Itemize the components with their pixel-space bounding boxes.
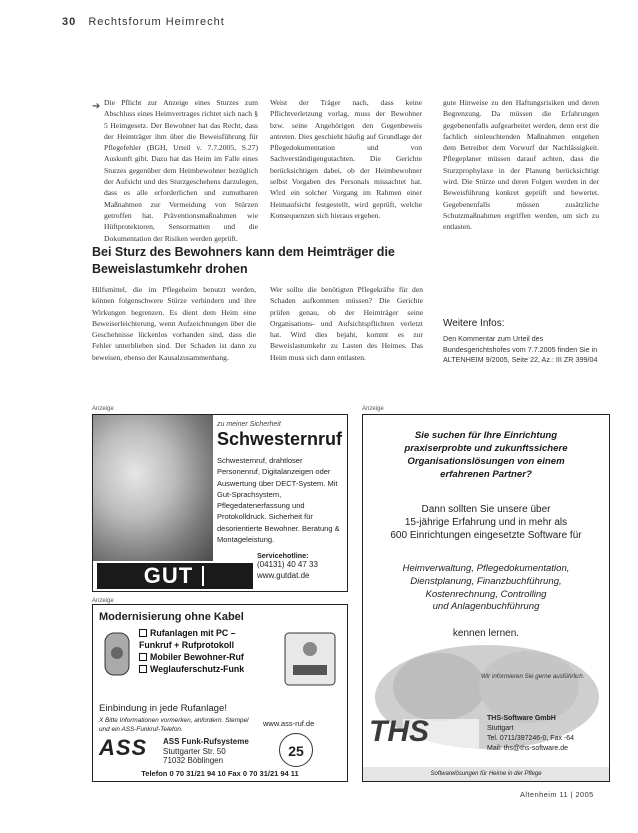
receiver-device-icon: [275, 627, 345, 693]
ad-ass-note: X Bitte Informationen vormerken, anfordern. Stempel und ein ASS-Funkruf-Telefon.: [99, 717, 249, 733]
ad-ths-mail[interactable]: Mail: ths@ths-software.de: [487, 745, 569, 752]
ad-web[interactable]: www.gutdat.de: [257, 571, 310, 580]
article-col2-bottom: Wer sollte die benötigten Pflegekräfte für den Schaden aufkommen müssen? Die Gerichte prüfen genau, ob der Heimträger seine Organisations- und Aufsichtspflichten verletzt hat. Wird dies bejaht, kommt es zur Beweislastumkehr zu Lasten des Heimes. Das Heim muss sich dann entlasten.: [270, 285, 423, 362]
article-subheading: Bei Sturz des Bewohners kann dem Heimträger die Beweislastumkehr drohen: [92, 245, 395, 276]
ad-ths-slogan: Wir informieren Sie gerne ausführlich.: [481, 673, 585, 680]
checkbox-icon: [139, 665, 147, 673]
ad-tagline: zu meiner Sicherheit: [217, 421, 281, 428]
wrist-transmitter-icon: [97, 627, 135, 687]
ad-ass: [92, 604, 348, 782]
anniversary-badge-icon: 25: [279, 733, 313, 767]
ad-ths-cta: kennen lernen.: [452, 628, 520, 639]
article-col3: gute Hinweise zu den Haftungsrisiken und deren Begrenzung. Da müssen die Erfahrungen gegebenenfalls aufgearbeitet werden, denn erst die fachlich einleuchtenden Maßnahmen entgehen dem Betreiber dem Vorwurf der Nachlässigkeit. Pflegeplaner müssen darauf achten, dass die Sturzprophylaxe in der Planung berücksichtigt wird. Die Stürze und deren Folgen werden in der Beweisführung konkret geprüft und bewertet. Gegebenenfalls müssen zusätzliche Schutzmaßnahmen ergriffen werden, um sich zu entlasten.: [443, 98, 599, 232]
further-info-title: Weitere Infos:: [443, 318, 505, 329]
ad-ths-headline: Sie suchen für Ihre Einrichtung praxiserprobte und zukunftssichere Organisationslösungen von einem erfahrenen Partner?: [404, 430, 568, 480]
ad-ths-footer: Softwarelösungen für Heime in der Pflege: [363, 767, 609, 781]
page-footer: Altenheim 11 | 2005: [520, 790, 594, 799]
ad-label: Anzeige: [92, 598, 114, 604]
ths-logo: THS: [369, 715, 429, 748]
checkbox-icon: [139, 653, 147, 661]
ad-features: Schwesternruf, drahtloser Personenruf, Digitalanzeigen oder Auswertung über DECT-System. Mit Gut-Sprachsystem, Pflegedatenerfassung und Protokolldruck. Sicherheit für desorientierte Bewohner. Beratung & Montageleistung.: [217, 456, 340, 545]
header-title: Rechtsforum Heimrecht: [88, 16, 225, 28]
ad-ass-features: [139, 627, 249, 675]
ad-ths-contact: Tel. 0711/397246-0, Fax -64: [487, 735, 575, 742]
ad-ths-services: Heimverwaltung, Pflegedokumentation, Dienstplanung, Finanzbuchführung, Kostenrechnung, Controlling und Anlagenbuchführung: [402, 563, 570, 613]
ad-ass-address: ASS Funk-Rufsysteme Stuttgarter Str. 50 71032 Böblingen: [163, 737, 249, 766]
ad-label: Anzeige: [362, 406, 384, 412]
ad-phone: (04131) 40 47 33: [257, 560, 318, 569]
ad-ths: [362, 414, 610, 782]
page-number: 30: [62, 16, 77, 28]
feature-item: Rufanlagen mit PC – Funkruf + Rufprotokoll: [139, 628, 236, 650]
feature-item: Weglauferschutz-Funk: [139, 663, 249, 675]
article-col2-top: Weist der Träger nach, dass keine Pflichtverletzung vorlag, muss der Bewohner bzw. seine Angehörigen den Gegenbeweis antreten. Dies geschieht häufig auf Grundlage der Pflegedokumentation und von Sachverständigengutachten. Die Gerichte berücksichtigen dabei, ob der Heimbewohner selbst Vorgaben des Personals missachtet hat. Wird ein solcher Vorgang im Rahmen einer Heimaufsicht festgestellt, wird geprüft, welche Konsequenzen sich hieraus ergeben.: [270, 98, 422, 220]
gutgesell-logo: GUT GESELL: [97, 563, 253, 589]
ad-ths-company: THS-Software GmbH: [487, 715, 556, 722]
ass-logo: ASS: [99, 735, 148, 760]
ad-label: Anzeige: [92, 406, 114, 412]
ad-hotline-label: Servicehotline:: [257, 551, 309, 560]
checkbox-icon: [139, 629, 147, 637]
ad-gutgesell: [92, 414, 348, 614]
ad-headline: Schwesternruf: [217, 429, 343, 449]
ad-ass-phone: Telefon 0 70 31/21 94 10 Fax 0 70 31/21 94 11: [141, 769, 299, 778]
feature-item: Mobiler Bewohner-Ruf: [139, 651, 249, 663]
page-header: [62, 16, 225, 28]
ad-ass-headline: Modernisierung ohne Kabel: [99, 611, 244, 623]
further-info-text: Den Kommentar zum Urteil des Bundesgerichtshofes vom 7.7.2005 finden Sie in ALTENHEIM 9/2005, Seite 22, Az.: III ZR 399/04: [443, 334, 598, 365]
elderly-person-photo: [93, 415, 213, 561]
continuation-arrow-icon: ➔: [92, 101, 101, 112]
ad-ass-web[interactable]: www.ass-ruf.de: [263, 719, 315, 728]
ad-ths-body: Dann sollten Sie unsere über 15-jährige Erfahrung und in mehr als 600 Einrichtungen eingesetzte Software für: [390, 504, 582, 541]
ad-ass-tagline: Einbindung in jede Rufanlage!: [99, 703, 228, 714]
article-col1-bottom: Hilfsmittel, die im Pflegeheim benutzt werden, können folgenschwere Stürze verhindern und ihre Wirkungen begrenzen. Es dient dem Heim eine Beweiserleichterung, wenn Aufzeichnungen über die Geschehnisse lückenlos vorhanden sind, dass die Fehler unterblieben sind. Der Schaden ist dann zu beweisen, ebenso der Kausalzusammenhang.: [92, 285, 256, 362]
article-col1-top: Die Pflicht zur Anzeige eines Sturzes zum Abschluss eines Heimvertrages richtet sich nach § 5 Heimgesetz. Der Bewohner hat das Recht, dass der Heimträger ihm über die Beweisführung für Pflegefehler (BGH, Urteil v. 7.7.2005, S.27) Auskunft gibt. Dazu hat das Heim im Falle eines Sturzes gegenüber dem Heimbewohner bezüglich der Aufsicht und des Sturzgeschehens darzulegen, dass es alle erforderlichen und zumutbaren Maßnahmen zur Vermeidung von Stürzen getroffen hat. Präventionsmaßnahmen wie Hüftprotektoren, Sensormatten und die Dokumentation der Risiken werden geprüft.: [104, 98, 258, 243]
ad-ths-city: Stuttgart: [487, 725, 514, 732]
